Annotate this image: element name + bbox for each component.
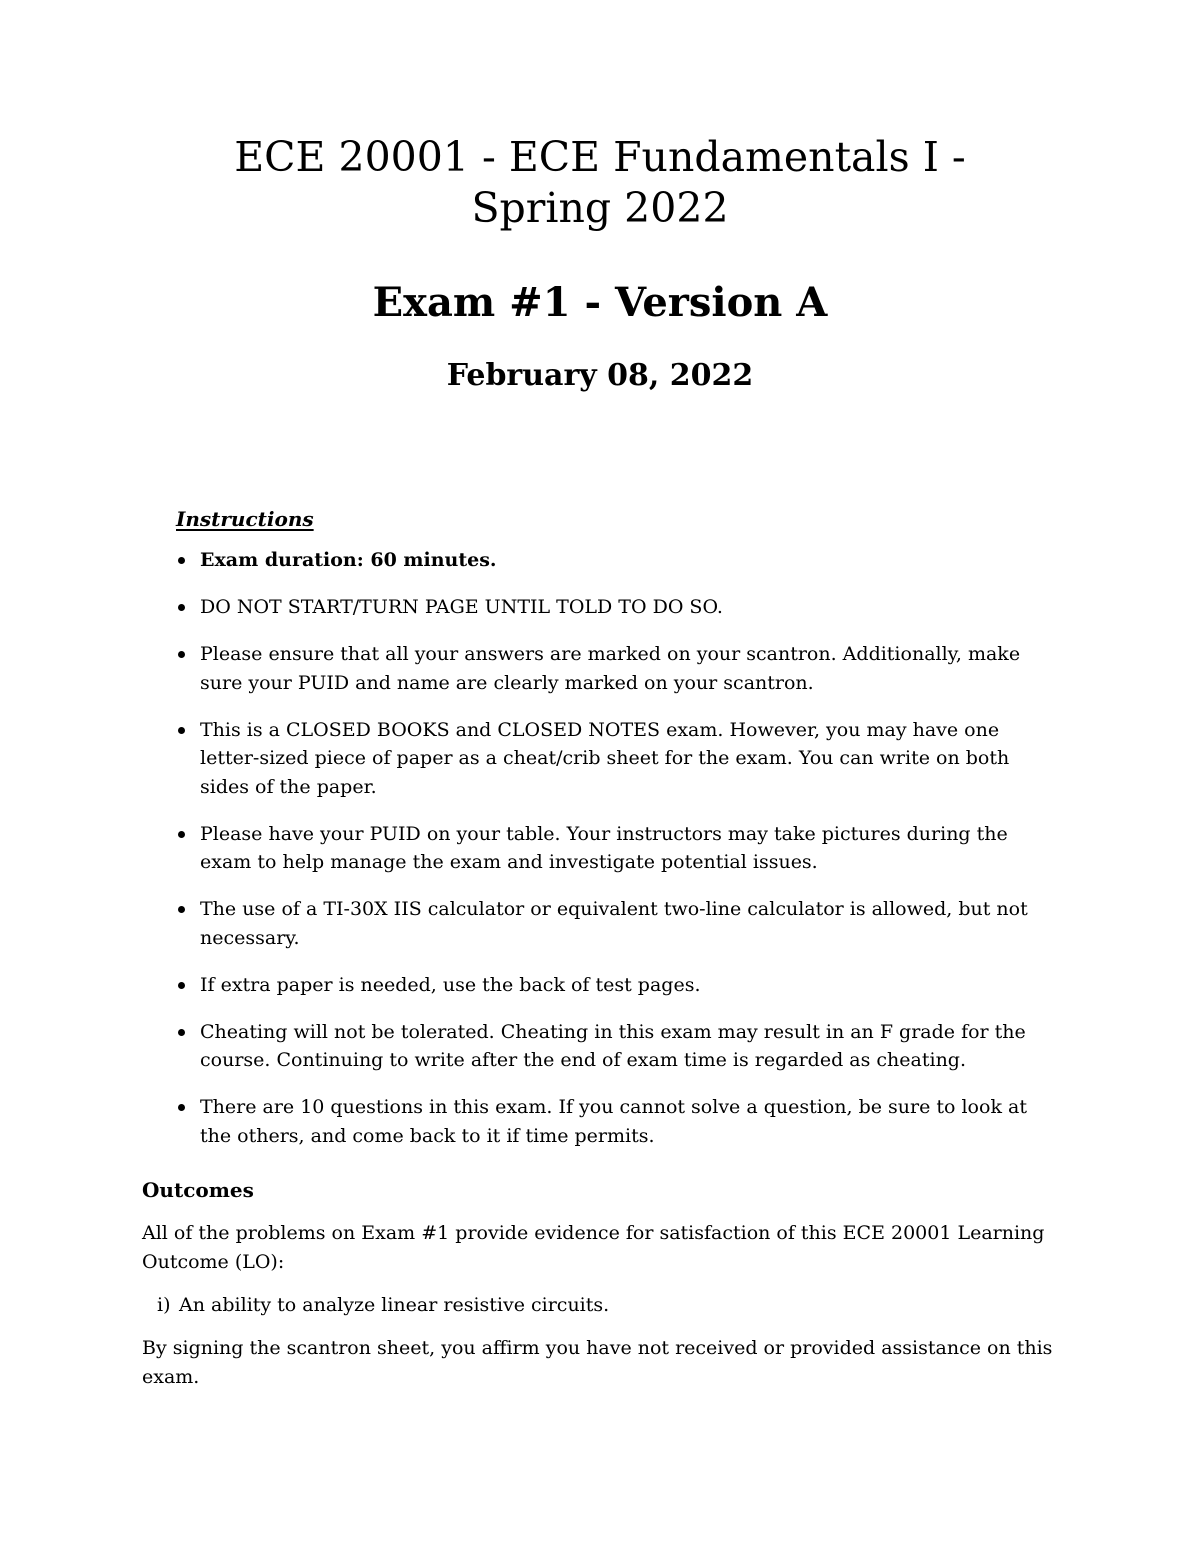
instruction-text: Please ensure that all your answers are marked on your scantron. Additionally, make sure your PUID and name are clearly marked on your scantron. [200,643,1021,694]
instruction-text: DO NOT START/TURN PAGE UNTIL TOLD TO DO SO. [200,596,723,618]
list-item [176,820,1060,877]
instruction-text: Exam duration: 60 minutes. [200,549,497,571]
bullet-icon [178,651,185,658]
instruction-text: Cheating will not be tolerated. Cheating in this exam may result in an F grade for the course. Continuing to write after the end of exam time is regarded as cheating. [200,1020,1026,1071]
instructions-list [176,546,1060,1169]
bullet-icon [178,1104,185,1111]
instruction-text: There are 10 questions in this exam. If you cannot solve a question, be sure to look at the others, and come back to it if time permits. [200,1096,1027,1147]
list-item [176,895,1060,952]
bullet-icon [178,906,185,913]
exam-date: February 08, 2022 [446,358,754,393]
outcome-text: An ability to analyze linear resistive circuits. [179,1294,610,1316]
instruction-text: If extra paper is needed, use the back of test pages. [200,973,701,996]
list-item [176,1093,1060,1150]
exam-title: Exam #1 - Version A [372,279,828,326]
instruction-text: This is a CLOSED BOOKS and CLOSED NOTES exam. However, you may have one letter-sized piece of paper as a cheat/crib sheet for the exam. You can write on both sides of the paper. [200,718,1010,798]
bullet-icon [178,604,185,611]
outcome-item [157,1291,1057,1320]
instructions-heading: Instructions [176,507,314,531]
list-item [176,1018,1060,1075]
bullet-icon [178,1029,185,1036]
list-item [176,640,1060,697]
list-item [176,546,1060,575]
bullet-icon [178,982,185,989]
course-title: ECE 20001 - ECE Fundamentals I - Spring 2022 [234,133,966,232]
affirmation-text: By signing the scantron sheet, you affirm you have not received or provided assistance on this exam. [142,1337,1053,1388]
bullet-icon [178,557,185,564]
outcomes-intro: All of the problems on Exam #1 provide evidence for satisfaction of this ECE 20001 Learning Outcome (LO): [142,1222,1045,1273]
list-item [176,593,1060,622]
list-item [176,716,1060,802]
instruction-text: Please have your PUID on your table. Your instructors may take pictures during the exam to help manage the exam and investigate potential issues. [200,822,1008,873]
list-item [176,971,1060,1000]
bullet-icon [178,727,185,734]
outcome-marker: i) [157,1294,171,1316]
outcomes-heading: Outcomes [142,1178,254,1202]
bullet-icon [178,831,185,838]
instruction-text: The use of a TI-30X IIS calculator or equivalent two-line calculator is allowed, but not necessary. [200,898,1028,949]
